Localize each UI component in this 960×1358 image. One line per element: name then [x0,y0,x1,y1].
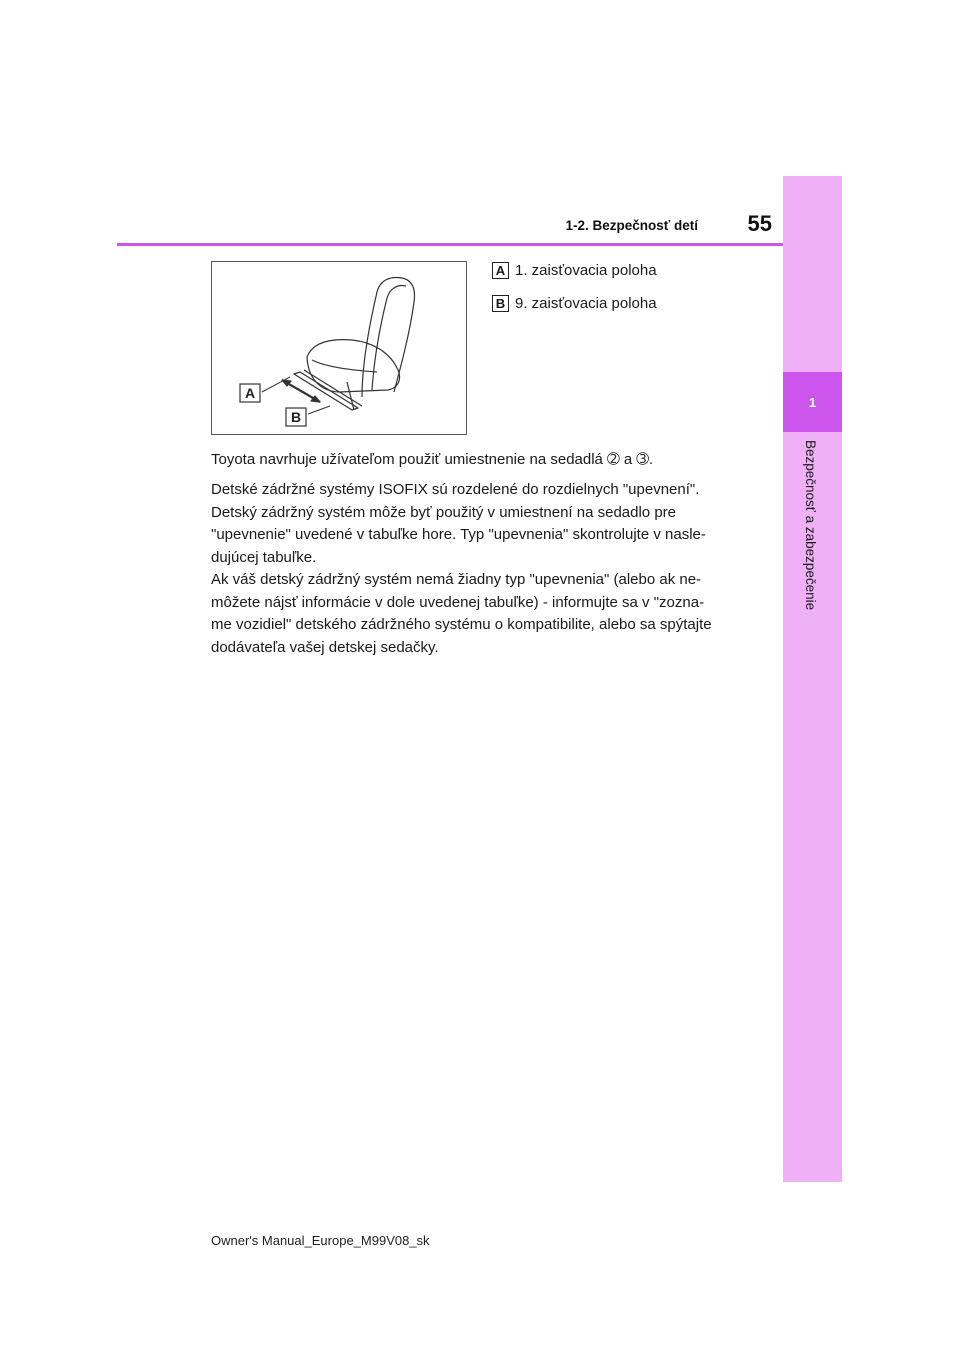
paragraph2-line: môžete nájsť informácie v dole uvedenej tabuľke) - informujte sa v "zozna- [211,593,705,611]
legend-item-a [492,259,657,281]
header-rule [117,243,783,246]
seat-marker-2: ➁ [607,451,620,468]
paragraph2-line: dujúcej tabuľke. [211,548,317,566]
paragraph1-end: . [648,451,654,468]
legend-item-b [492,292,657,314]
chapter-title: Bezpečnosť a zabezpečenie [803,440,818,611]
paragraph1-text: Toyota navrhuje užívateľom použiť umiestnenie na sedadlá [211,451,603,468]
paragraph2-line: Detský zádržný systém môže byť použitý v umiestnení na sedadlo pre [211,503,676,521]
paragraph1-conj: a [623,451,633,468]
paragraph2-line: Ak váš detský zádržný systém nemá žiadny typ "upevnenia" (alebo ak ne- [211,571,702,588]
chapter-number: 1 [783,372,842,432]
legend-text-b: 9. zaisťovacia poloha [515,294,657,312]
seat-illustration [211,261,467,435]
figure-label-b: B [290,409,302,425]
page-number: 55 [747,211,772,236]
paragraph2-line: "upevnenie" uvedené v tabuľke hore. Typ "upevnenia" skontrolujte v nasle- [211,526,706,543]
paragraph2-line: dodávateľa vašej detskej sedačky. [211,638,439,656]
paragraph2-line: me vozidiel" detského zádržného systému o kompatibilite, alebo sa spýtajte [211,616,712,633]
section-title: 1-2. Bezpečnosť detí [565,218,698,233]
footer-manual-id: Owner's Manual_Europe_M99V08_sk [211,1233,430,1248]
paragraph-isofix [211,479,751,659]
seat-drawing [212,262,466,434]
figure-label-a: A [244,385,256,401]
seat-marker-3: ➂ [636,451,649,468]
legend-badge-b: B [492,295,509,312]
legend-badge-a: A [492,262,509,279]
paragraph-recommendation [211,449,751,472]
legend-text-a: 1. zaisťovacia poloha [515,261,657,279]
chapter-tab [783,176,842,1182]
paragraph2-line: Detské zádržné systémy ISOFIX sú rozdelené do rozdielnych "upevnení". [211,481,700,498]
